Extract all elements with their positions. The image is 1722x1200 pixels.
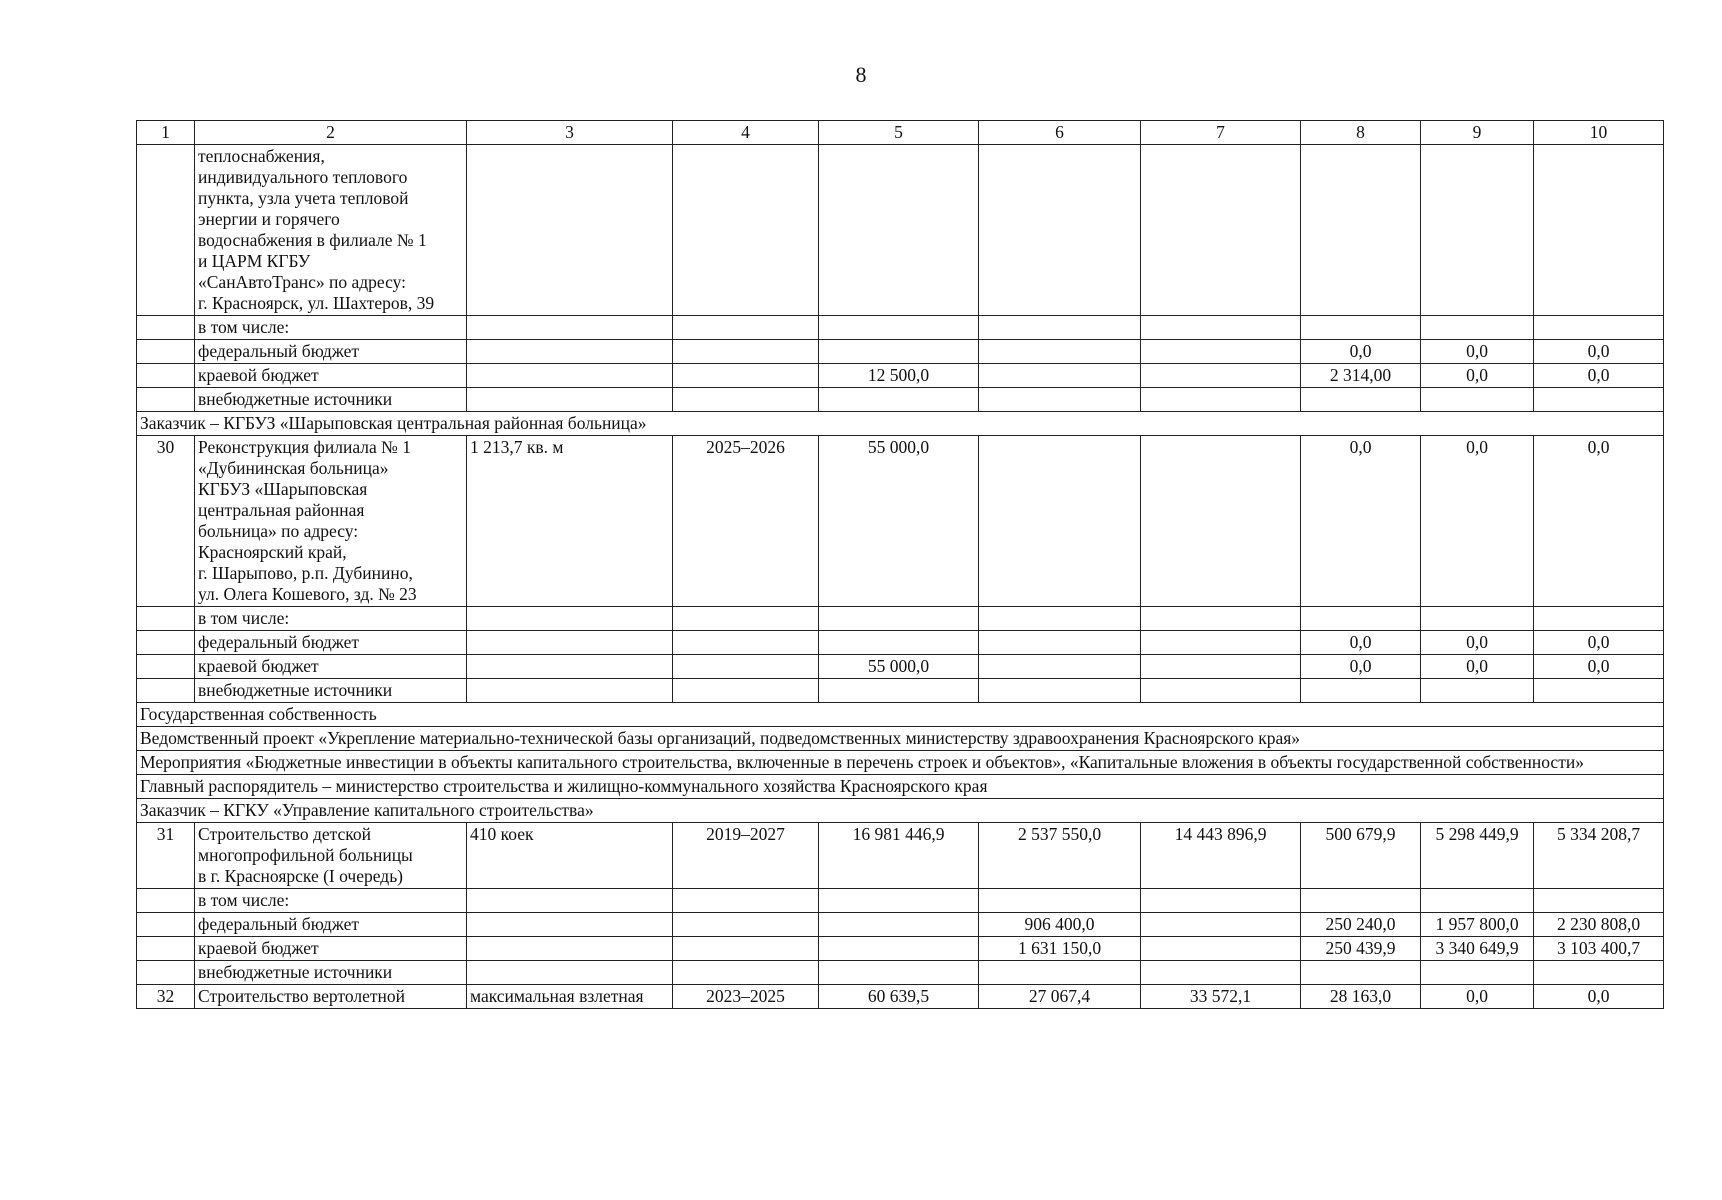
cell: 14 443 896,9 bbox=[1141, 823, 1301, 889]
table-row bbox=[137, 631, 1664, 655]
item-number: 32 bbox=[137, 985, 195, 1009]
cell: 0,0 bbox=[1421, 364, 1534, 388]
cell: 3 103 400,7 bbox=[1534, 937, 1664, 961]
col-header-7: 7 bbox=[1141, 121, 1301, 145]
cell: 1 957 800,0 bbox=[1421, 913, 1534, 937]
cell: 16 981 446,9 bbox=[819, 823, 979, 889]
cell: 0,0 bbox=[1301, 340, 1421, 364]
table-row bbox=[137, 823, 1664, 889]
col-header-3: 3 bbox=[467, 121, 673, 145]
cell: 0,0 bbox=[1421, 436, 1534, 607]
cell: 5 334 208,7 bbox=[1534, 823, 1664, 889]
col-header-9: 9 bbox=[1421, 121, 1534, 145]
cell: 0,0 bbox=[1301, 631, 1421, 655]
capacity: максимальная взлетная bbox=[467, 985, 673, 1009]
cell: 0,0 bbox=[1534, 436, 1664, 607]
item-number: 30 bbox=[137, 436, 195, 607]
column-numbers-row bbox=[137, 121, 1664, 145]
col-header-5: 5 bbox=[819, 121, 979, 145]
cell: 27 067,4 bbox=[979, 985, 1141, 1009]
cell: 906 400,0 bbox=[979, 913, 1141, 937]
section-row bbox=[137, 727, 1664, 751]
section-row bbox=[137, 412, 1664, 436]
page-number: 8 bbox=[855, 62, 867, 87]
ownership-heading: Государственная собственность bbox=[137, 703, 1664, 727]
table-row bbox=[137, 607, 1664, 631]
cell: 0,0 bbox=[1301, 436, 1421, 607]
cell: 0,0 bbox=[1421, 631, 1534, 655]
period: 2025–2026 bbox=[673, 436, 819, 607]
extra-label: внебюджетные источники bbox=[195, 961, 467, 985]
cell: 0,0 bbox=[1534, 985, 1664, 1009]
table-row bbox=[137, 913, 1664, 937]
customer-heading: Заказчик – КГКУ «Управление капитального строительства» bbox=[137, 799, 1664, 823]
table-row bbox=[137, 388, 1664, 412]
cell: 0,0 bbox=[1421, 340, 1534, 364]
cell: 0,0 bbox=[1534, 364, 1664, 388]
table-row bbox=[137, 961, 1664, 985]
table-row bbox=[137, 655, 1664, 679]
extra-label: внебюджетные источники bbox=[195, 388, 467, 412]
cell: 0,0 bbox=[1301, 655, 1421, 679]
table-row bbox=[137, 679, 1664, 703]
col-header-8: 8 bbox=[1301, 121, 1421, 145]
table-row bbox=[137, 316, 1664, 340]
col-header-6: 6 bbox=[979, 121, 1141, 145]
cell: 55 000,0 bbox=[819, 655, 979, 679]
regional-label: краевой бюджет bbox=[195, 937, 467, 961]
cell: 0,0 bbox=[1534, 631, 1664, 655]
capacity: 410 коек bbox=[467, 823, 673, 889]
table-row bbox=[137, 364, 1664, 388]
cell: 0,0 bbox=[1534, 655, 1664, 679]
col-header-10: 10 bbox=[1534, 121, 1664, 145]
customer-heading: Заказчик – КГБУЗ «Шарыповская центральная районная больница» bbox=[137, 412, 1664, 436]
section-row bbox=[137, 775, 1664, 799]
period: 2019–2027 bbox=[673, 823, 819, 889]
manager-heading: Главный распорядитель – министерство строительства и жилищно-коммунального хозяйства Красноярского края bbox=[137, 775, 1664, 799]
cell: 12 500,0 bbox=[819, 364, 979, 388]
table-row bbox=[137, 340, 1664, 364]
capacity: 1 213,7 кв. м bbox=[467, 436, 673, 607]
cell: 55 000,0 bbox=[819, 436, 979, 607]
object-name: Строительство детской многопрофильной больницы в г. Красноярске (I очередь) bbox=[195, 823, 467, 889]
investment-table bbox=[136, 120, 1664, 1009]
incl-label: в том числе: bbox=[195, 607, 467, 631]
cell: 2 537 550,0 bbox=[979, 823, 1141, 889]
cell: 1 631 150,0 bbox=[979, 937, 1141, 961]
section-row bbox=[137, 703, 1664, 727]
federal-label: федеральный бюджет bbox=[195, 913, 467, 937]
federal-label: федеральный бюджет bbox=[195, 631, 467, 655]
regional-label: краевой бюджет bbox=[195, 655, 467, 679]
federal-label: федеральный бюджет bbox=[195, 340, 467, 364]
table-row bbox=[137, 145, 1664, 316]
section-row bbox=[137, 799, 1664, 823]
table-row bbox=[137, 889, 1664, 913]
incl-label: в том числе: bbox=[195, 316, 467, 340]
cell: 3 340 649,9 bbox=[1421, 937, 1534, 961]
cell: 0,0 bbox=[1421, 655, 1534, 679]
cell: 28 163,0 bbox=[1301, 985, 1421, 1009]
cell: 250 240,0 bbox=[1301, 913, 1421, 937]
cell: 60 639,5 bbox=[819, 985, 979, 1009]
cell: 500 679,9 bbox=[1301, 823, 1421, 889]
object-name: Строительство вертолетной bbox=[195, 985, 467, 1009]
item-number: 31 bbox=[137, 823, 195, 889]
cell: 250 439,9 bbox=[1301, 937, 1421, 961]
extra-label: внебюджетные источники bbox=[195, 679, 467, 703]
col-header-1: 1 bbox=[137, 121, 195, 145]
period: 2023–2025 bbox=[673, 985, 819, 1009]
col-header-4: 4 bbox=[673, 121, 819, 145]
table-row bbox=[137, 436, 1664, 607]
cell: 0,0 bbox=[1421, 985, 1534, 1009]
cell: 5 298 449,9 bbox=[1421, 823, 1534, 889]
object-name: Реконструкция филиала № 1 «Дубининская больница» КГБУЗ «Шарыповская центральная районная больница» по адресу: Красноярский край, г. Шарыпово, р.п. Дубинино, ул. Олега Кошевого, зд. № 23 bbox=[195, 436, 467, 607]
measures-heading: Мероприятия «Бюджетные инвестиции в объекты капитального строительства, включенные в перечень строек и объектов», «Капитальные вложения в объекты государственной собственности» bbox=[137, 751, 1664, 775]
col-header-2: 2 bbox=[195, 121, 467, 145]
cell: 2 314,00 bbox=[1301, 364, 1421, 388]
table-row bbox=[137, 985, 1664, 1009]
project-heading: Ведомственный проект «Укрепление материально-технической базы организаций, подведомственных министерству здравоохранения Красноярского края» bbox=[137, 727, 1664, 751]
cell: 33 572,1 bbox=[1141, 985, 1301, 1009]
object-name: теплоснабжения, индивидуального теплового пункта, узла учета тепловой энергии и горячего водоснабжения в филиале № 1 и ЦАРМ КГБУ «СанАвтоТранс» по адресу: г. Красноярск, ул. Шахтеров, 39 bbox=[195, 145, 467, 316]
table-row bbox=[137, 937, 1664, 961]
regional-label: краевой бюджет bbox=[195, 364, 467, 388]
cell: 2 230 808,0 bbox=[1534, 913, 1664, 937]
incl-label: в том числе: bbox=[195, 889, 467, 913]
section-row bbox=[137, 751, 1664, 775]
cell: 0,0 bbox=[1534, 340, 1664, 364]
